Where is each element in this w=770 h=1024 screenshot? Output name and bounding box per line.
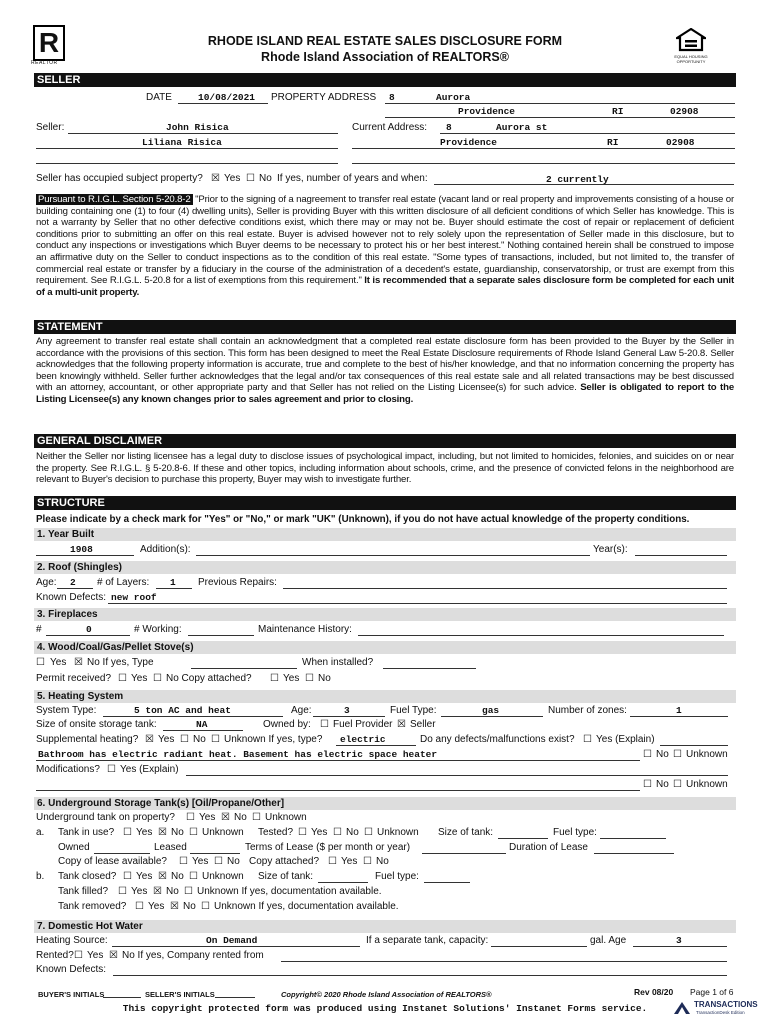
buyers-initials-label: BUYER'S INITIALS [38, 990, 105, 999]
tested-label: Tested? [258, 827, 294, 838]
transactions-sub: TransactionDesk Edition [696, 1010, 745, 1015]
section-heating: 5. Heating System [34, 690, 736, 703]
item-a-marker: a. [36, 827, 45, 838]
removed-unknown-checkbox[interactable]: ☐ [201, 901, 210, 912]
copy-no-label: No [318, 673, 331, 684]
roof-layers-field[interactable]: 1 [170, 577, 176, 588]
roof-age-label: Age: [36, 577, 57, 588]
underground-question: Underground tank on property? [36, 812, 175, 823]
occupied-yes-label: Yes [224, 173, 241, 184]
statement-paragraph [36, 336, 734, 406]
zones-label: Number of zones: [548, 705, 627, 716]
separate-tank-label: If a separate tank, capacity: [366, 935, 489, 946]
mod-unknown-checkbox[interactable]: ☐ [673, 779, 682, 790]
closed-size-label: Size of tank: [258, 871, 314, 882]
removed-yes-checkbox[interactable]: ☐ [135, 901, 144, 912]
leased-label: Leased [154, 842, 187, 853]
defects-yes-label: Yes (Explain) [596, 734, 655, 745]
supp-no-checkbox[interactable]: ☐ [180, 734, 189, 745]
logo-caption: REALTOR [31, 60, 58, 66]
instanet-notice: This copyright protected form was produced using Instanet Solutions' Instanet Forms service. [122, 1003, 648, 1014]
fireplaces-count-field[interactable]: 0 [86, 624, 92, 635]
stove-no-label: No If yes, Type [87, 657, 154, 668]
gal-age-label: gal. Age [590, 935, 627, 946]
title-line-1: RHODE ISLAND REAL ESTATE SALES DISCLOSURE FORM [207, 34, 563, 48]
tank-filled-label: Tank filled? [58, 886, 109, 897]
title-line-2: Rhode Island Association of REALTORS® [261, 50, 509, 64]
page-number: Page 1 of 6 [690, 987, 734, 997]
date-label: DATE [146, 92, 172, 103]
in-use-no-checkbox[interactable]: ☒ [158, 827, 167, 838]
seller-label: Seller: [36, 122, 65, 133]
owned-seller-checkbox[interactable]: ☒ [397, 719, 406, 730]
permit-label: Permit received? [36, 673, 112, 684]
tested-no-label: No [346, 827, 359, 838]
supp-no-label: No [193, 734, 206, 745]
rented-label: Rented? [36, 950, 74, 961]
in-use-yes-checkbox[interactable]: ☐ [123, 827, 132, 838]
tank-fuel-label: Fuel type: [553, 827, 597, 838]
supp-unknown-checkbox[interactable]: ☐ [211, 734, 220, 745]
lease-no-checkbox[interactable]: ☐ [214, 856, 223, 867]
stove-yes-label: Yes [50, 657, 67, 668]
supplemental-label: Supplemental heating? [36, 734, 139, 745]
in-use-no-label: No [171, 827, 184, 838]
property-address-label: PROPERTY ADDRESS [271, 92, 377, 103]
occupied-no-checkbox[interactable]: ☐ [246, 173, 255, 184]
filled-yes-label: Yes [131, 886, 148, 897]
mod-unknown-label: Unknown [686, 779, 728, 790]
pursuant-text: "Prior to the signing of a nagreement to transfer real estate (vacant land or real property and improvements consisting of a house or building containing one (1) to four (4) dwelling units), Seller is providing Buyer with this written disclosure of all deficient conditions of which Seller has knowledge. This is not a warranty by Seller that no other defective conditions exist, which there may or may not be. Buyer should estimate the cost of repair or replacement of deficient conditions prior to submitting an offer on this real estate. Buyer is advised however not to rely solely upon the representation of Seller made in this disclosure, but to conduct any inspections or investigations which Buyer deems to be necessary to protect his or her best interest." Nothing contained herein shall be construed to impose an affirmative duty on the Seller to conduct inspections as to the condition of this real estate. "Some types of transactions, included, but not limited to, the transfer of commercial real estate or transfer by a fiduciary in the course of the administration of a decedent's estate, guardianship, conservatorship, or trust are exempt from this requirement. See R.I.G.L. 5-20.8 for a list of exemptions from this requirement." [36, 194, 734, 287]
roof-defects-field[interactable]: new roof [111, 592, 157, 603]
structure-instruction: Please indicate by a check mark for "Yes" or "No," or mark "UK" (Unknown), if you do not have actual knowledge of the property conditions. [36, 514, 690, 525]
additions-label: Addition(s): [140, 544, 191, 555]
removed-yes-label: Yes [148, 901, 165, 912]
form-title [0, 33, 770, 65]
copy-lease-label: Copy of lease available? [58, 856, 167, 867]
heating-source-label: Heating Source: [36, 935, 108, 946]
lease-no-label: No [227, 856, 240, 867]
supp-yes-checkbox[interactable]: ☒ [145, 734, 154, 745]
copy-no-checkbox[interactable]: ☐ [305, 673, 314, 684]
copy-yes-label: Yes [283, 673, 300, 684]
copy-attached-label: Copy attached? [249, 856, 320, 867]
statement-text: Any agreement to transfer real estate shall contain an acknowledgment that a completed real estate disclosure form has been provided to the Buyer by the Seller in accordance with the provisions of this section. This form has been designed to meet the Real Estate Disclosure requirements of Rhode Island General Law 5-20.8. Seller acknowledges that the following property information is accurate, true and complete to the best of his/her knowledge, and that no information concerning the property has been knowingly withheld. Seller further acknowledges that the legal and/or tax consequences of this real estate sale and all related transactions may be best discussed with an attorney, accountant, or other appropriate party and that Seller has not relied on the Listing Licensee(s) for such advice. [36, 336, 734, 394]
defects-unknown-checkbox[interactable]: ☐ [673, 749, 682, 760]
rented-yes-checkbox[interactable]: ☐ [74, 950, 83, 961]
property-address-number[interactable]: 8 [389, 92, 395, 103]
section-underground-tank: 6. Underground Storage Tank(s) [Oil/Propane/Other] [34, 797, 736, 810]
duration-label: Duration of Lease [509, 842, 588, 853]
underground-no-checkbox[interactable]: ☒ [221, 812, 230, 823]
section-fireplaces: 3. Fireplaces [34, 608, 736, 621]
current-address-street[interactable]: Aurora st [496, 122, 548, 133]
tested-unknown-label: Unknown [377, 827, 419, 838]
date-field[interactable]: 10/08/2021 [198, 92, 256, 103]
sellers-initials-label: SELLER'S INITIALS [145, 990, 215, 999]
owned-seller-label: Seller [410, 719, 436, 730]
storage-tank-label: Size of onsite storage tank: [36, 719, 157, 730]
closed-no-label: No [171, 871, 184, 882]
permit-yes-label: Yes [131, 673, 148, 684]
system-type-label: System Type: [36, 705, 97, 716]
section-roof: 2. Roof (Shingles) [34, 561, 736, 574]
copy-yes-checkbox[interactable]: ☐ [270, 673, 279, 684]
defects-yes-checkbox[interactable]: ☐ [583, 734, 592, 745]
attached-no-checkbox[interactable]: ☐ [363, 856, 372, 867]
stove-installed-label: When installed? [302, 657, 374, 668]
mod-yes-checkbox[interactable]: ☐ [107, 764, 116, 775]
revision-label: Rev 08/20 [634, 987, 674, 997]
in-use-unknown-checkbox[interactable]: ☐ [189, 827, 198, 838]
tested-yes-checkbox[interactable]: ☐ [298, 827, 307, 838]
in-use-yes-label: Yes [136, 827, 153, 838]
mod-no-label: No [656, 779, 669, 790]
copyright-notice: Copyright© 2020 Rhode Island Association of REALTORS® [281, 990, 492, 999]
underground-unknown-checkbox[interactable]: ☐ [252, 812, 261, 823]
fuel-type-field[interactable]: gas [482, 705, 500, 716]
pursuant-paragraph [36, 194, 734, 298]
filled-unknown-checkbox[interactable]: ☐ [184, 886, 193, 897]
current-state[interactable]: RI [607, 137, 619, 148]
heat-age-field[interactable]: 3 [344, 705, 350, 716]
filled-no-label: No [166, 886, 179, 897]
fuel-provider-checkbox[interactable]: ☐ [320, 719, 329, 730]
lease-yes-label: Yes [192, 856, 209, 867]
mod-no-checkbox[interactable]: ☐ [643, 779, 652, 790]
roof-layers-label: # of Layers: [97, 577, 150, 588]
in-use-unknown-label: Unknown [202, 827, 244, 838]
closed-yes-label: Yes [136, 871, 153, 882]
modifications-label: Modifications? [36, 764, 100, 775]
underground-yes-checkbox[interactable]: ☐ [186, 812, 195, 823]
statement-bar: STATEMENT [34, 320, 736, 334]
owned-by-label: Owned by: [263, 719, 311, 730]
water-age-field[interactable]: 3 [676, 935, 682, 946]
stove-yes-checkbox[interactable]: ☐ [36, 657, 45, 668]
tank-in-use-label: Tank in use? [58, 827, 115, 838]
property-state[interactable]: RI [612, 106, 624, 117]
attached-no-label: No [376, 856, 389, 867]
pursuant-highlight: Pursuant to R.I.G.L. Section 5-20.8-2 [38, 194, 191, 205]
occupied-question: Seller has occupied subject property? [36, 173, 203, 184]
closed-no-checkbox[interactable]: ☒ [158, 871, 167, 882]
property-zip[interactable]: 02908 [670, 106, 699, 117]
current-address-label: Current Address: [352, 122, 428, 133]
defects-no-label: No [656, 749, 669, 760]
lease-yes-checkbox[interactable]: ☐ [179, 856, 188, 867]
tested-unknown-checkbox[interactable]: ☐ [364, 827, 373, 838]
closed-yes-checkbox[interactable]: ☐ [123, 871, 132, 882]
item-b-marker: b. [36, 871, 45, 882]
roof-age-field[interactable]: 2 [70, 577, 76, 588]
mod-yes-label: Yes (Explain) [120, 764, 179, 775]
logo-letter: R [38, 27, 60, 58]
previous-repairs-label: Previous Repairs: [198, 577, 277, 588]
underground-unknown-label: Unknown [265, 812, 307, 823]
disclaimer-bar: GENERAL DISCLAIMER [34, 434, 736, 448]
maintenance-history-label: Maintenance History: [258, 624, 352, 635]
additions-years-label: Year(s): [593, 544, 628, 555]
defects-no-checkbox[interactable]: ☐ [643, 749, 652, 760]
closed-fuel-label: Fuel type: [375, 871, 419, 882]
rented-yes-label: Yes [87, 950, 104, 961]
underground-yes-label: Yes [199, 812, 216, 823]
roof-known-defects-label: Known Defects: [36, 592, 107, 603]
heating-source-field[interactable]: On Demand [206, 935, 258, 946]
section-year-built: 1. Year Built [34, 528, 736, 541]
filled-unknown-label: Unknown If yes, documentation available. [197, 886, 382, 897]
owned-label: Owned [58, 842, 90, 853]
tank-size-label: Size of tank: [438, 827, 494, 838]
current-city[interactable]: Providence [440, 137, 498, 148]
section-hot-water: 7. Domestic Hot Water [34, 920, 736, 933]
seller-bar: SELLER [34, 73, 736, 87]
system-type-field[interactable]: 5 ton AC and heat [134, 705, 231, 716]
current-zip[interactable]: 02908 [666, 137, 695, 148]
water-known-defects-label: Known Defects: [36, 964, 107, 975]
underground-no-label: No [234, 812, 247, 823]
supp-unknown-label: Unknown If yes, type? [224, 734, 323, 745]
statement-bold: Seller is obligated to report to the Listing Licensee(s) any known changes prior to sales agreement and prior to closing. [36, 382, 734, 405]
removed-no-label: No [183, 901, 196, 912]
defects-question: Do any defects/malfunctions exist? [420, 734, 575, 745]
defects-unknown-label: Unknown [686, 749, 728, 760]
filled-no-checkbox[interactable]: ☒ [153, 886, 162, 897]
section-stoves: 4. Wood/Coal/Gas/Pellet Stove(s) [34, 641, 736, 654]
stove-no-checkbox[interactable]: ☒ [74, 657, 83, 668]
rented-no-checkbox[interactable]: ☒ [109, 950, 118, 961]
tested-no-checkbox[interactable]: ☐ [333, 827, 342, 838]
closed-unknown-label: Unknown [202, 871, 244, 882]
years-field[interactable]: 2 currently [546, 174, 609, 185]
seller-name-1[interactable]: John Risica [166, 122, 229, 133]
tank-removed-label: Tank removed? [58, 901, 127, 912]
fuel-provider-label: Fuel Provider [333, 719, 393, 730]
property-city[interactable]: Providence [458, 106, 516, 117]
supp-detail-field[interactable]: Bathroom has electric radiant heat. Basement has electric space heater [38, 749, 438, 760]
year-built-field[interactable]: 1908 [70, 544, 93, 555]
closed-unknown-checkbox[interactable]: ☐ [189, 871, 198, 882]
supp-type-field[interactable]: electric [340, 734, 386, 745]
removed-no-checkbox[interactable]: ☒ [170, 901, 179, 912]
occupied-yes-checkbox[interactable]: ☒ [211, 173, 220, 184]
pursuant-bold: It is recommended that a separate sales disclosure form be completed for each unit of a multi-unit property. [36, 275, 734, 298]
eho-caption: EQUAL HOUSING OPPORTUNITY [674, 54, 708, 64]
seller-name-2[interactable]: Liliana Risica [142, 137, 222, 148]
removed-unknown-label: Unknown If yes, documentation available. [214, 901, 399, 912]
attached-yes-label: Yes [341, 856, 358, 867]
fireplaces-count-label: # [36, 624, 42, 635]
supp-yes-label: Yes [158, 734, 175, 745]
rented-no-label: No If yes, Company rented from [122, 950, 264, 961]
filled-yes-checkbox[interactable]: ☐ [118, 886, 127, 897]
permit-no-label: No Copy attached? [166, 673, 252, 684]
current-address-number[interactable]: 8 [446, 122, 452, 133]
property-address-street[interactable]: Aurora [436, 92, 471, 103]
permit-yes-checkbox[interactable]: ☐ [118, 673, 127, 684]
tested-yes-label: Yes [311, 827, 328, 838]
structure-bar: STRUCTURE [34, 496, 736, 510]
disclaimer-paragraph: Neither the Seller nor listing licensee has a legal duty to disclose issues of psychological impact, including, but not limited to homicides, felonies, and suicides on or near the property. See R.I.G.L. § 5-20.8-6. If these and other topics, including information about schools, crime, and the presence of convicted felons in the neighborhood are relevant to Buyer's decision to purchase this property, Buyer may wish to investigate further. [36, 451, 734, 486]
fuel-type-label: Fuel Type: [390, 705, 437, 716]
occupied-no-label: No [259, 173, 272, 184]
fireplaces-working-label: # Working: [134, 624, 182, 635]
transactions-brand: TRANSACTIONS [694, 1000, 758, 1009]
zones-field[interactable]: 1 [676, 705, 682, 716]
storage-tank-field[interactable]: NA [196, 719, 208, 730]
tank-closed-label: Tank closed? [58, 871, 117, 882]
years-label: If yes, number of years and when: [277, 173, 428, 184]
attached-yes-checkbox[interactable]: ☐ [328, 856, 337, 867]
heat-age-label: Age: [291, 705, 312, 716]
terms-label: Terms of Lease ($ per month or year) [245, 842, 411, 853]
permit-no-checkbox[interactable]: ☐ [153, 673, 162, 684]
